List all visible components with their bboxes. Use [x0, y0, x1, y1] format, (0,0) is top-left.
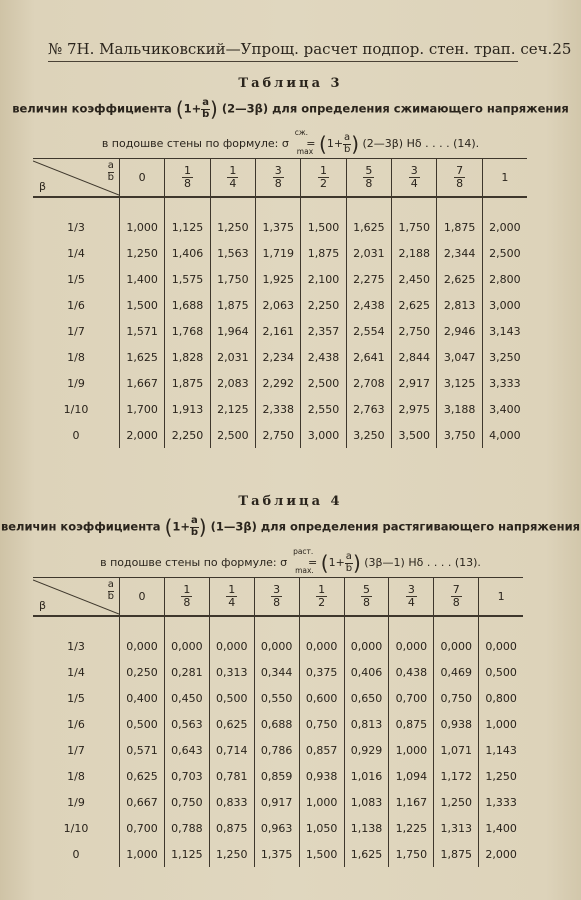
value-cell: 2,550: [301, 396, 346, 422]
paren-close: ): [210, 97, 218, 121]
column-header: $\frac{5}{8}$: [346, 159, 391, 198]
corner-beta: β: [39, 180, 47, 193]
value-cell: 2,275: [346, 266, 391, 292]
table-row: [33, 422, 527, 448]
value-cell: 3,125: [437, 370, 482, 396]
beta-cell: 1/10: [63, 821, 89, 835]
beta-cell: 1/4: [67, 665, 85, 679]
value-cell: 0,703: [164, 763, 209, 789]
value-cell: 1,875: [437, 197, 482, 240]
table4: [33, 577, 523, 867]
value-cell: 0,625: [120, 763, 165, 789]
value-cell: 2,338: [256, 396, 301, 422]
value-cell: 0,857: [299, 737, 344, 763]
value-cell: 0,500: [479, 659, 523, 685]
value-cell: 1,667: [120, 370, 165, 396]
value-cell: 1,071: [434, 737, 479, 763]
value-cell: 1,750: [210, 266, 255, 292]
value-cell: 1,925: [256, 266, 301, 292]
value-cell: 1,094: [389, 763, 434, 789]
table3-description: [0, 97, 581, 121]
issue-number: № 7: [48, 40, 77, 58]
value-cell: 2,250: [165, 422, 210, 448]
table4-formula-one: 1+: [328, 556, 345, 569]
value-cell: 2,292: [256, 370, 301, 396]
beta-cell: 1/10: [63, 402, 89, 416]
value-cell: 1,083: [344, 789, 389, 815]
value-cell: 1,875: [210, 292, 255, 318]
beta-cell: 1/6: [67, 298, 85, 312]
column-header: $\frac{1}{2}$: [301, 159, 346, 198]
table3-desc-one: 1+: [183, 101, 202, 116]
value-cell: 0,800: [479, 685, 523, 711]
value-cell: 3,000: [482, 292, 527, 318]
fraction-a-b: $\frac{a}{b}$: [345, 551, 353, 574]
value-cell: 1,000: [120, 841, 165, 867]
table-row: [33, 841, 523, 867]
value-cell: 3,188: [437, 396, 482, 422]
table-row: [33, 815, 523, 841]
value-cell: 3,400: [482, 396, 527, 422]
column-header: $\frac{7}{8}$: [434, 578, 479, 617]
beta-cell: 1/9: [67, 376, 85, 390]
value-cell: 1,688: [165, 292, 210, 318]
value-cell: 0,469: [434, 659, 479, 685]
value-cell: 1,875: [301, 240, 346, 266]
value-cell: 1,964: [210, 318, 255, 344]
column-header: $\frac{1}{2}$: [299, 578, 344, 617]
corner-fraction: a b: [107, 160, 114, 183]
value-cell: 0,000: [164, 616, 209, 659]
value-cell: 0,929: [344, 737, 389, 763]
column-header: $\frac{1}{4}$: [210, 159, 255, 198]
value-cell: 1,913: [165, 396, 210, 422]
value-cell: 1,625: [344, 841, 389, 867]
value-cell: 0,625: [209, 711, 254, 737]
table-row: [33, 685, 523, 711]
beta-cell: 0: [72, 428, 80, 442]
value-cell: 3,047: [437, 344, 482, 370]
value-cell: 1,225: [389, 815, 434, 841]
table3-formula-suffix: (2—3β) Hδ . . . . (14).: [362, 137, 480, 150]
value-cell: 0,000: [299, 616, 344, 659]
table4-corner-cell: [33, 578, 120, 617]
value-cell: 1,406: [165, 240, 210, 266]
equals-sign: =: [306, 137, 316, 150]
table4-formula-suffix: (3β—1) Hδ . . . . (13).: [364, 556, 481, 569]
value-cell: 3,250: [346, 422, 391, 448]
value-cell: 1,000: [389, 737, 434, 763]
value-cell: 0,000: [434, 616, 479, 659]
table4-caption: Таблица 4: [238, 494, 343, 509]
value-cell: 1,400: [479, 815, 523, 841]
value-cell: 2,438: [301, 344, 346, 370]
fraction-a-b: $\frac{a}{b}$: [190, 515, 198, 538]
value-cell: 2,083: [210, 370, 255, 396]
column-header: $\frac{1}{8}$: [165, 159, 210, 198]
value-cell: 0,714: [209, 737, 254, 763]
table3-formula-one: 1+: [326, 137, 344, 150]
value-cell: 1,700: [120, 396, 165, 422]
table3-corner-cell: [33, 159, 120, 198]
value-cell: 2,000: [479, 841, 523, 867]
column-header: 0: [120, 578, 165, 617]
value-cell: 0,550: [254, 685, 299, 711]
value-cell: 0,875: [209, 815, 254, 841]
value-cell: 0,000: [479, 616, 523, 659]
table-row: [33, 789, 523, 815]
page-number: 25: [552, 40, 572, 58]
table-row: [33, 197, 527, 240]
table-row: [33, 370, 527, 396]
value-cell: 0,500: [209, 685, 254, 711]
value-cell: 0,750: [434, 685, 479, 711]
value-cell: 3,333: [482, 370, 527, 396]
value-cell: 2,357: [301, 318, 346, 344]
table3-header-row: [33, 159, 527, 198]
value-cell: 1,828: [165, 344, 210, 370]
value-cell: 2,450: [392, 266, 437, 292]
value-cell: 2,500: [210, 422, 255, 448]
value-cell: 2,031: [210, 344, 255, 370]
column-header: $\frac{7}{8}$: [437, 159, 482, 198]
value-cell: 1,125: [164, 841, 209, 867]
value-cell: 0,938: [434, 711, 479, 737]
value-cell: 3,143: [482, 318, 527, 344]
value-cell: 2,750: [392, 318, 437, 344]
beta-cell: 1/5: [67, 691, 85, 705]
table4-formula-prefix: в подошве стены по формуле: σ: [100, 556, 288, 569]
value-cell: 2,000: [120, 422, 165, 448]
value-cell: 2,344: [437, 240, 482, 266]
value-cell: 0,563: [164, 711, 209, 737]
value-cell: 0,750: [299, 711, 344, 737]
value-cell: 0,375: [299, 659, 344, 685]
value-cell: 4,000: [482, 422, 527, 448]
value-cell: 0,000: [344, 616, 389, 659]
value-cell: 0,700: [120, 815, 165, 841]
value-cell: 1,125: [165, 197, 210, 240]
equals-sign: =: [308, 556, 318, 569]
value-cell: 0,250: [120, 659, 165, 685]
column-header: 0: [120, 159, 165, 198]
column-header: $\frac{1}{8}$: [164, 578, 209, 617]
column-header: $\frac{3}{4}$: [392, 159, 437, 198]
value-cell: 0,963: [254, 815, 299, 841]
value-cell: 1,625: [346, 197, 391, 240]
value-cell: 1,000: [120, 197, 165, 240]
table3-formula-prefix: в подошве стены по формуле: σ: [101, 137, 289, 150]
value-cell: 0,875: [389, 711, 434, 737]
value-cell: 1,750: [389, 841, 434, 867]
table4-formula: в подошве стены по формуле: σ раст. max. = (1+ $\frac{a}{b}$ ) (3β—1) Hδ . . . . (13).: [100, 547, 481, 575]
table4-header-row: [33, 578, 523, 617]
value-cell: 2,750: [256, 422, 301, 448]
value-cell: 0,571: [120, 737, 165, 763]
value-cell: 2,438: [346, 292, 391, 318]
value-cell: 0,688: [254, 711, 299, 737]
value-cell: 2,641: [346, 344, 391, 370]
table4-desc-prefix: величин коэффициента: [0, 519, 161, 534]
value-cell: 1,400: [120, 266, 165, 292]
beta-cell: 1/6: [67, 717, 85, 731]
sigma-indices: раст. max.: [293, 547, 314, 575]
table4-desc-one: 1+: [172, 519, 191, 534]
value-cell: 2,917: [392, 370, 437, 396]
value-cell: 0,500: [120, 711, 165, 737]
table-row: [33, 292, 527, 318]
value-cell: 0,786: [254, 737, 299, 763]
column-header: 1: [479, 578, 523, 617]
table4-desc-main: (1—3β) для определения растягивающего напряжения: [210, 519, 581, 534]
table-row: [33, 318, 527, 344]
value-cell: 1,375: [254, 841, 299, 867]
value-cell: 2,946: [437, 318, 482, 344]
value-cell: 2,250: [301, 292, 346, 318]
column-header: 1: [482, 159, 527, 198]
value-cell: 1,571: [120, 318, 165, 344]
paren-open: (: [175, 97, 184, 121]
value-cell: 1,625: [120, 344, 165, 370]
table-row: [33, 396, 527, 422]
value-cell: 2,031: [346, 240, 391, 266]
value-cell: 0,643: [164, 737, 209, 763]
table-row: [33, 266, 527, 292]
value-cell: 0,344: [254, 659, 299, 685]
value-cell: 0,667: [120, 789, 165, 815]
table-row: [33, 737, 523, 763]
table3-desc-main: (2—3β) для определения сжимающего напряжения: [221, 101, 569, 116]
value-cell: 1,875: [165, 370, 210, 396]
value-cell: 0,700: [389, 685, 434, 711]
value-cell: 1,250: [479, 763, 523, 789]
value-cell: 0,313: [209, 659, 254, 685]
column-header: $\frac{1}{4}$: [209, 578, 254, 617]
value-cell: 1,250: [209, 841, 254, 867]
value-cell: 1,750: [392, 197, 437, 240]
value-cell: 1,250: [434, 789, 479, 815]
value-cell: 2,844: [392, 344, 437, 370]
corner-fraction: a b: [107, 579, 114, 602]
fraction-a-b: $\frac{a}{b}$: [343, 132, 351, 155]
value-cell: 2,188: [392, 240, 437, 266]
sigma-indices: сж. max: [294, 128, 314, 156]
value-cell: 0,000: [209, 616, 254, 659]
value-cell: 0,859: [254, 763, 299, 789]
beta-cell: 1/7: [67, 743, 85, 757]
value-cell: 0,400: [120, 685, 165, 711]
table3-caption: Таблица 3: [238, 76, 343, 91]
value-cell: 0,000: [120, 616, 165, 659]
value-cell: 2,000: [482, 197, 527, 240]
value-cell: 1,719: [256, 240, 301, 266]
value-cell: 2,125: [210, 396, 255, 422]
table-row: [33, 763, 523, 789]
beta-cell: 1/3: [67, 639, 85, 653]
value-cell: 1,138: [344, 815, 389, 841]
column-header: $\frac{3}{8}$: [254, 578, 299, 617]
table-row: [33, 616, 523, 659]
value-cell: 2,975: [392, 396, 437, 422]
table-row: [33, 240, 527, 266]
value-cell: 0,781: [209, 763, 254, 789]
value-cell: 2,500: [482, 240, 527, 266]
value-cell: 1,500: [301, 197, 346, 240]
beta-cell: 0: [72, 847, 80, 861]
value-cell: 2,813: [437, 292, 482, 318]
value-cell: 0,938: [299, 763, 344, 789]
table-row: [33, 711, 523, 737]
value-cell: 3,000: [301, 422, 346, 448]
value-cell: 1,000: [479, 711, 523, 737]
value-cell: 1,875: [434, 841, 479, 867]
value-cell: 0,281: [164, 659, 209, 685]
value-cell: 2,234: [256, 344, 301, 370]
value-cell: 2,625: [437, 266, 482, 292]
value-cell: 0,750: [164, 789, 209, 815]
value-cell: 0,000: [254, 616, 299, 659]
corner-beta: β: [39, 599, 47, 612]
value-cell: 0,000: [389, 616, 434, 659]
value-cell: 2,500: [301, 370, 346, 396]
value-cell: 2,800: [482, 266, 527, 292]
value-cell: 1,172: [434, 763, 479, 789]
value-cell: 2,100: [301, 266, 346, 292]
value-cell: 1,575: [165, 266, 210, 292]
value-cell: 1,768: [165, 318, 210, 344]
fraction-a-b: $\frac{a}{b}$: [202, 97, 210, 120]
table-row: [33, 659, 523, 685]
value-cell: 1,563: [210, 240, 255, 266]
value-cell: 1,313: [434, 815, 479, 841]
value-cell: 1,250: [210, 197, 255, 240]
table-row: [33, 344, 527, 370]
value-cell: 2,708: [346, 370, 391, 396]
value-cell: 0,917: [254, 789, 299, 815]
column-header: $\frac{3}{4}$: [389, 578, 434, 617]
header-title: Н. Мальчиковский—Упрощ. расчет подпор. стен. трап. сеч.: [76, 40, 553, 58]
value-cell: 3,500: [392, 422, 437, 448]
beta-cell: 1/4: [67, 246, 85, 260]
column-header: $\frac{5}{8}$: [344, 578, 389, 617]
value-cell: 1,375: [256, 197, 301, 240]
beta-cell: 1/8: [67, 769, 85, 783]
beta-cell: 1/7: [67, 324, 85, 338]
value-cell: 2,554: [346, 318, 391, 344]
value-cell: 1,250: [120, 240, 165, 266]
table3-desc-prefix: величин коэффициента: [12, 101, 172, 116]
value-cell: 2,625: [392, 292, 437, 318]
value-cell: 0,406: [344, 659, 389, 685]
value-cell: 1,500: [299, 841, 344, 867]
beta-cell: 1/3: [67, 220, 85, 234]
running-header: [48, 40, 572, 62]
value-cell: 0,450: [164, 685, 209, 711]
value-cell: 1,167: [389, 789, 434, 815]
value-cell: 2,063: [256, 292, 301, 318]
value-cell: 0,600: [299, 685, 344, 711]
value-cell: 0,438: [389, 659, 434, 685]
value-cell: 2,161: [256, 318, 301, 344]
value-cell: 1,333: [479, 789, 523, 815]
value-cell: 2,763: [346, 396, 391, 422]
value-cell: 3,250: [482, 344, 527, 370]
value-cell: 1,500: [120, 292, 165, 318]
table4-description: величин коэффициента (1+ $\frac{a}{b}$ ) (1—3β) для определения растягивающего напряжения: [0, 515, 581, 539]
table3-formula: в подошве стены по формуле: σ сж. max = (1+ $\frac{a}{b}$ ) (2—3β) Hδ . . . . (14).: [101, 128, 480, 156]
value-cell: 1,143: [479, 737, 523, 763]
value-cell: 3,750: [437, 422, 482, 448]
value-cell: 0,833: [209, 789, 254, 815]
column-header: $\frac{3}{8}$: [256, 159, 301, 198]
value-cell: 1,016: [344, 763, 389, 789]
value-cell: 1,050: [299, 815, 344, 841]
value-cell: 0,650: [344, 685, 389, 711]
value-cell: 0,813: [344, 711, 389, 737]
beta-cell: 1/9: [67, 795, 85, 809]
beta-cell: 1/8: [67, 350, 85, 364]
beta-cell: 1/5: [67, 272, 85, 286]
table3: [33, 158, 527, 448]
value-cell: 1,000: [299, 789, 344, 815]
value-cell: 0,788: [164, 815, 209, 841]
